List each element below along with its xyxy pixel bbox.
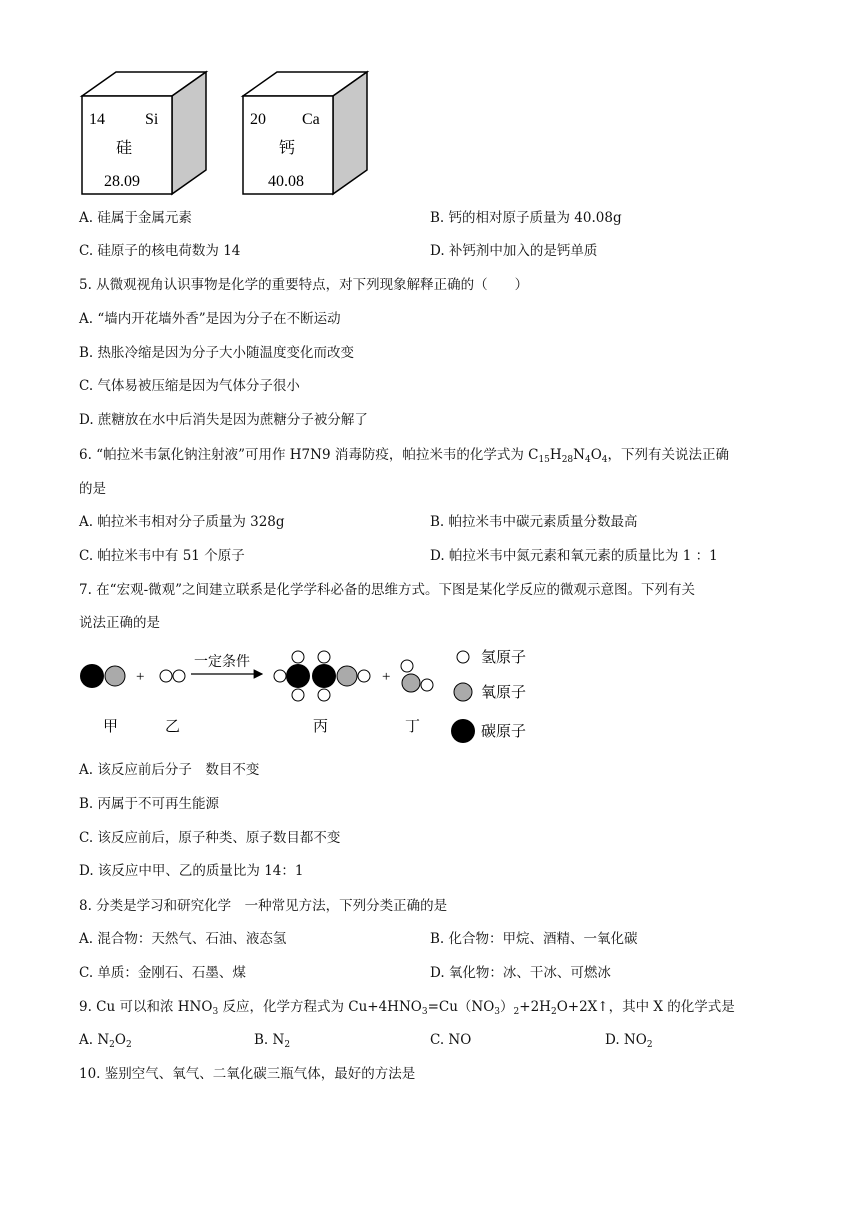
q4-option-b: B. 钙的相对原子质量为 40.08g — [430, 210, 622, 226]
q9-stem: 9. Cu 可以和浓 $HNO_3$ 反应，化学方程式为 $Cu+4HNO_3=Cu(NO_3)_2+2H_2O+2X↑$，其中 X 的化学式是 — [79, 999, 735, 1017]
element-cards-figure — [0, 0, 860, 200]
q7-option-d: D. 该反应中甲、乙的质量比为 14：1 — [79, 863, 304, 879]
element-card-ca — [243, 72, 367, 194]
label-ding: 丁 — [405, 719, 421, 735]
q7-stem-cont: 说法正确的是 — [79, 615, 160, 631]
legend-carbon-swatch — [451, 719, 475, 743]
q7-option-b: B. 丙属于不可再生能源 — [79, 796, 220, 812]
molecule-ding — [401, 660, 433, 692]
si-symbol: Si — [145, 111, 159, 128]
q5-option-a: A. “墙内开花墙外香”是因为分子在不断运动 — [79, 311, 341, 327]
q6-stem-cont: 的是 — [79, 481, 106, 497]
legend-carbon-label: 碳原子 — [481, 724, 527, 740]
ca-atomic-mass: 40.08 — [268, 173, 304, 190]
q6-option-b: B. 帕拉米韦中碳元素质量分数最高 — [430, 514, 638, 530]
q8-option-d: D. 氧化物：冰、干冰、可燃冰 — [430, 965, 611, 981]
legend-hydrogen-label: 氢原子 — [481, 650, 527, 666]
label-bing: 丙 — [313, 719, 329, 735]
q6-option-c: C. 帕拉米韦中有 51 个原子 — [79, 548, 245, 564]
ca-atomic-number: 20 — [250, 111, 266, 128]
q5-option-c: C. 气体易被压缩是因为气体分子很小 — [79, 378, 300, 394]
legend-oxygen-swatch — [454, 683, 472, 701]
q6-option-d: D. 帕拉米韦中氮元素和氧元素的质量比为 1 ：1 — [430, 548, 718, 564]
q4-option-c: C. 硅原子的核电荷数为 14 — [79, 243, 241, 259]
label-yi: 乙 — [165, 719, 181, 735]
q4-option-d: D. 补钙剂中加入的是钙单质 — [430, 243, 598, 259]
molecule-yi — [160, 670, 185, 682]
si-atomic-number: 14 — [89, 111, 105, 128]
q6-stem: 6. “帕拉米韦氯化钠注射液”可用作 H7N9 消毒防疫，帕拉米韦的化学式为 $C_{15}H_{28}N_4O_4$，下列有关说法正确 — [79, 447, 729, 465]
legend-oxygen-label: 氧原子 — [481, 685, 527, 701]
label-jia: 甲 — [103, 719, 119, 735]
q7-option-c: C. 该反应前后，原子种类、原子数目都不变 — [79, 830, 341, 846]
si-atomic-mass: 28.09 — [104, 173, 140, 190]
q7-stem: 7. 在“宏观-微观”之间建立联系是化学学科必备的思维方式。下图是某化学反应的微观示意图。下列有关 — [79, 582, 696, 598]
q8-option-b: B. 化合物：甲烷、酒精、一氧化碳 — [430, 931, 638, 947]
reaction-condition: 一定条件 — [194, 655, 250, 670]
q9-option-a: A. $N_2O_2$ — [79, 1032, 132, 1050]
q8-option-c: C. 单质：金刚石、石墨、煤 — [79, 965, 246, 981]
reaction-diagram — [0, 640, 860, 750]
q7-option-a: A. 该反应前后分子 数目不变 — [79, 762, 260, 778]
q5-option-b: B. 热胀冷缩是因为分子大小随温度变化而改变 — [79, 345, 355, 361]
molecule-bing — [274, 651, 370, 701]
q5-option-d: D. 蔗糖放在水中后消失是因为蔗糖分子被分解了 — [79, 412, 368, 428]
q8-option-a: A. 混合物：天然气、石油、液态氢 — [79, 931, 287, 947]
q9-option-b: B. $N_2$ — [254, 1032, 291, 1050]
q9-option-d: D. $NO_2$ — [605, 1032, 653, 1050]
si-name: 硅 — [116, 140, 133, 157]
plus-sign-2: + — [382, 669, 391, 685]
legend — [451, 649, 526, 743]
q8-stem: 8. 分类是学习和研究化学 一种常见方法，下列分类正确的是 — [79, 898, 448, 914]
legend-hydrogen-swatch — [457, 651, 469, 663]
molecule-jia — [80, 664, 125, 688]
q5-stem: 5. 从微观视角认识事物是化学的重要特点，对下列现象解释正确的（ ） — [79, 277, 529, 293]
q9-option-c: C. NO — [430, 1032, 472, 1048]
q10-stem: 10. 鉴别空气、氧气、二氧化碳三瓶气体，最好的方法是 — [79, 1066, 416, 1082]
ca-name: 钙 — [279, 140, 296, 157]
plus-sign-1: + — [136, 669, 145, 685]
ca-symbol: Ca — [302, 111, 320, 128]
q4-option-a: A. 硅属于金属元素 — [79, 210, 192, 226]
q6-option-a: A. 帕拉米韦相对分子质量为 328g — [79, 514, 285, 530]
element-card-si — [82, 72, 206, 194]
